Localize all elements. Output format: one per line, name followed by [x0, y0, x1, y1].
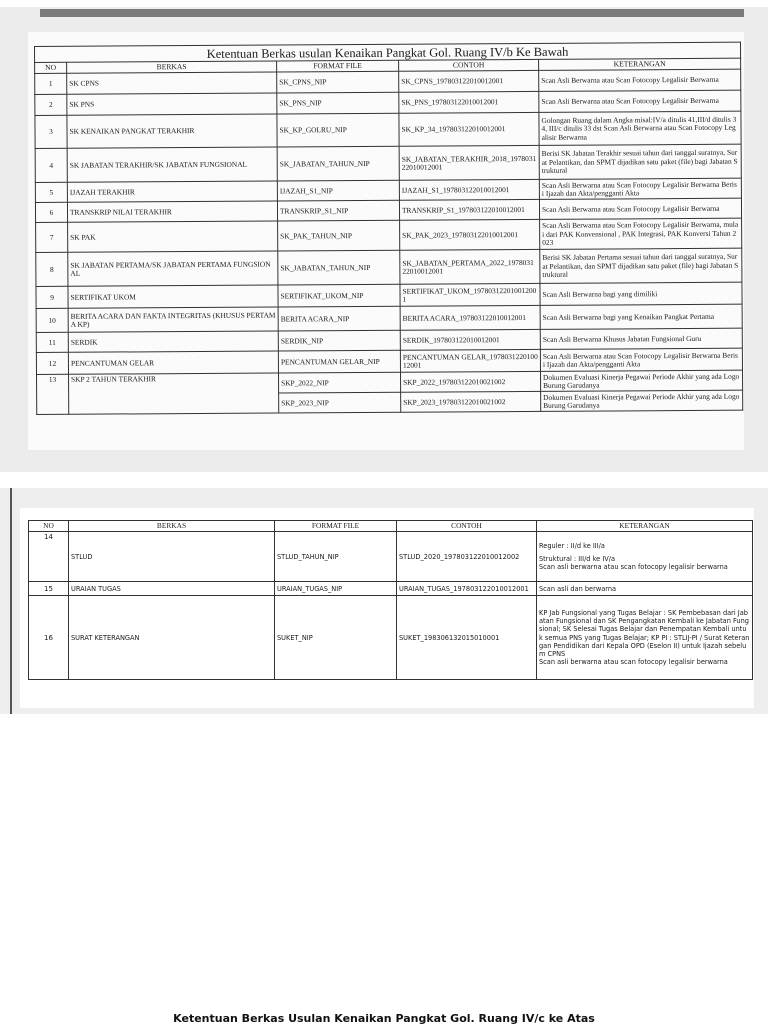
table-row — [29, 596, 753, 680]
row-format: STLUD_TAHUN_NIP — [275, 532, 397, 582]
row-no: 7 — [36, 223, 68, 253]
row-contoh: STLUD_2020_197803122010012002 — [397, 532, 537, 582]
row-no: 8 — [36, 253, 68, 287]
row-keterangan — [537, 532, 753, 582]
row-contoh: SERTIFIKAT_UKOM_197803122010012001 — [400, 284, 540, 307]
row-keterangan: Berisi SK Jabatan Pertama sesuai tahun dari tanggal suratnya, Surat Pelantikan, dan SPMT dijadikan satu paket (file) bagi Jabatan Struktural — [540, 249, 742, 284]
row-no: 6 — [35, 203, 67, 223]
table-row — [35, 112, 741, 149]
row-berkas: SK PAK — [68, 221, 278, 252]
row-no: 4 — [35, 149, 67, 183]
row-berkas: SK JABATAN PERTAMA/SK JABATAN PERTAMA FUNGSIONAL — [68, 251, 278, 286]
row-berkas: SERDIK — [68, 331, 278, 352]
row-format: SK_JABATAN_TAHUN_NIP — [277, 147, 399, 182]
row-keterangan: Scan Asli Berwarna atau Scan Fotocopy Legalisir Berwarna — [539, 91, 741, 113]
row-contoh: IJAZAH_S1_197803122010012001 — [399, 180, 539, 201]
row-contoh: SK_KP_34_197803122010012001 — [399, 113, 539, 147]
row-berkas: URAIAN TUGAS — [69, 582, 275, 596]
row-format-2: SKP_2023_NIP — [279, 393, 401, 414]
row-keterangan: Berisi SK Jabatan Terakhir sesuai tahun dari tanggal suratnya, Surat Pelantikan, dan SPMT dijadikan satu paket (file) bagi Jabatan Struktural — [539, 145, 741, 180]
row-keterangan: Scan Asli Berwarna atau Scan Fotocopy Legalisir Berwarna — [539, 70, 741, 92]
row-keterangan: Scan Asli Berwarna atau Scan Fotocopy Legalisir Berwarna, mulai dari PAK Konvensional , PAK Integrasi, PAK Konversi Tahun 2023 — [540, 219, 742, 250]
table-row — [29, 532, 753, 582]
keterangan-line: Reguler : II/d ke III/a — [539, 541, 605, 550]
row-no: 5 — [35, 183, 67, 203]
row-no: 15 — [29, 582, 69, 596]
requirements-table-iv-b — [34, 42, 743, 416]
table-row — [35, 145, 741, 183]
row-keterangan: Scan Asli Berwarna bagi yang Kenaikan Pangkat Pertama — [540, 305, 742, 330]
header-keterangan: KETERANGAN — [539, 58, 741, 71]
table-row — [29, 582, 753, 596]
header-berkas: BERKAS — [69, 521, 275, 532]
row-no: 13 — [37, 375, 69, 415]
table2-header-row — [29, 521, 753, 532]
row-berkas: SURAT KETERANGAN — [69, 596, 275, 680]
row-format: SUKET_NIP — [275, 596, 397, 680]
row-contoh: URAIAN_TUGAS_197803122010012001 — [397, 582, 537, 596]
keterangan-line: Struktural : III/d ke IV/a — [539, 555, 616, 564]
row-berkas: IJAZAH TERAKHIR — [67, 181, 277, 202]
row-keterangan: Dokumen Evaluasi Kinerja Pegawai Periode Akhir yang ada Logo Burung Garudanya — [540, 371, 742, 392]
row-no: 1 — [35, 74, 67, 95]
row-keterangan — [537, 582, 753, 596]
row-no: 10 — [36, 309, 68, 333]
header-contoh: CONTOH — [397, 521, 537, 532]
row-format: SK_JABATAN_TAHUN_NIP — [278, 251, 400, 286]
row-berkas: SK KENAIKAN PANGKAT TERAKHIR — [67, 114, 277, 148]
header-format: FORMAT FILE — [277, 60, 399, 72]
row-berkas: TRANSKRIP NILAI TERAKHIR — [67, 201, 277, 222]
row-contoh: PENCANTUMAN GELAR_197803122010012001 — [400, 350, 540, 373]
row-format: URAIAN_TUGAS_NIP — [275, 582, 397, 596]
header-format: FORMAT FILE — [275, 521, 397, 532]
row-no: 3 — [35, 116, 67, 149]
row-no: 16 — [29, 596, 69, 680]
row-format: SK_CPNS_NIP — [277, 72, 399, 94]
row-format: SKP_2022_NIP — [279, 373, 401, 394]
table1-title: Ketentuan Berkas usulan Kenaikan Pangkat Gol. Ruang IV/b Ke Bawah — [34, 42, 741, 62]
row-no: 12 — [36, 353, 68, 375]
row-format: SK_KP_GOLRU_NIP — [277, 114, 399, 148]
table-row — [36, 219, 742, 253]
row-contoh: SERDIK_197803122010012001 — [400, 330, 540, 351]
row-berkas: STLUD — [69, 532, 275, 582]
row-contoh: SKP_2022_197803122010021002 — [401, 372, 541, 393]
keterangan-line: Scan asli dan berwarna — [539, 584, 617, 593]
row-no: 14 — [29, 532, 69, 582]
row-format: BERITA ACARA_NIP — [278, 307, 400, 332]
row-contoh: SK_PAK_2023_197803122010012001 — [400, 220, 540, 251]
row-keterangan-2: Dokumen Evaluasi Kinerja Pegawai Periode Akhir yang ada Logo Burung Garudanya — [541, 391, 743, 412]
row-keterangan: Scan Asli Berwarna atau Scan Fotocopy Legalisir Berwarna — [539, 199, 741, 220]
row-keterangan: Golongan Ruang dalam Angka misal:IV/a ditulis 41,III/d ditulis 34, III/c ditulis 33 dst Scan Asli Berwarna atau Scan Fotocopy Legalisir Berwarna — [539, 112, 741, 146]
table-row — [36, 249, 742, 287]
row-berkas: SERTIFIKAT UKOM — [68, 285, 278, 308]
scan-left-edge — [10, 488, 12, 714]
row-contoh-2: SKP_2023_197803122010021002 — [401, 392, 541, 413]
row-no: 11 — [36, 333, 68, 353]
header-no: NO — [29, 521, 69, 532]
row-format: SK_PAK_TAHUN_NIP — [278, 221, 400, 252]
row-format: SERDIK_NIP — [278, 331, 400, 352]
next-section-title: Ketentuan Berkas Usulan Kenaikan Pangkat Gol. Ruang IV/c ke Atas — [173, 1012, 595, 1025]
header-berkas: BERKAS — [67, 61, 277, 74]
row-no: 2 — [35, 95, 67, 116]
row-contoh: SK_CPNS_197803122010012001 — [399, 71, 539, 93]
row-keterangan — [537, 596, 753, 680]
row-keterangan: Scan Asli Berwarna Khusus Jabatan Fungsional Guru — [540, 329, 742, 350]
row-format: TRANSKRIP_S1_NIP — [277, 201, 399, 222]
keterangan-line: Scan asli berwarna atau scan fotocopy legalisir berwarna — [539, 563, 728, 572]
row-format: SK_PNS_NIP — [277, 93, 399, 115]
row-format: SERTIFIKAT_UKOM_NIP — [278, 285, 400, 308]
row-contoh: TRANSKRIP_S1_197803122010012001 — [399, 200, 539, 221]
row-berkas: SK JABATAN TERAKHIR/SK JABATAN FUNGSIONAL — [67, 147, 277, 182]
requirements-table-continued — [28, 520, 753, 680]
row-no: 9 — [36, 287, 68, 309]
row-berkas: SK CPNS — [67, 72, 277, 94]
header-contoh: CONTOH — [399, 59, 539, 71]
row-contoh: SUKET_198306132015010001 — [397, 596, 537, 680]
row-keterangan: Scan Asli Berwarna atau Scan Fotocopy Legalisir Berwarna Berisi Ijazah dan Akta/pengganti Akta — [540, 349, 742, 372]
row-keterangan: Scan Asli Berwarna atau Scan Fotocopy Legalisir Berwarna Berisi Ijazah dan Akta/pengganti Akta — [539, 179, 741, 200]
row-berkas: BERITA ACARA DAN FAKTA INTEGRITAS (KHUSUS PERTAMA KP) — [68, 307, 278, 332]
header-keterangan: KETERANGAN — [537, 521, 753, 532]
row-contoh: BERITA ACARA_197803122010012001 — [400, 306, 540, 331]
row-berkas: SK PNS — [67, 93, 277, 115]
row-format: IJAZAH_S1_NIP — [277, 181, 399, 202]
row-keterangan: Scan Asli Berwarna bagi yang dimiliki — [540, 283, 742, 306]
row-berkas: SKP 2 TAHUN TERAKHIR — [69, 373, 279, 414]
keterangan-line: KP Jab Fungsional yang Tugas Belajar : SK Pembebasan dari Jabatan Fungsional dan SK Pengangkatan Kembali ke Jabatan Fungsional; SK Selesai Tugas Belajar dan Penempatan Kembali untuk semua PNS yang Tugas Belajar; KP PI : STLIJ-PI / Surat Keterangan Pendidikan dari Kepala OPD (Eselon II) untuk Ijazah sebelum CPNS — [539, 608, 750, 658]
row-contoh: SK_JABATAN_TERAKHIR_2018_197803122010012001 — [399, 146, 539, 181]
header-no: NO — [35, 62, 67, 74]
row-contoh: SK_PNS_197803122010012001 — [399, 92, 539, 114]
keterangan-line: Scan asli berwarna atau scan fotocopy legalisir berwarna — [539, 658, 728, 667]
scan-top-margin — [0, 0, 768, 7]
row-format: PENCANTUMAN GELAR_NIP — [278, 351, 400, 374]
scan-top-edge — [40, 9, 744, 17]
row-contoh: SK_JABATAN_PERTAMA_2022_197803122010012001 — [400, 250, 540, 285]
row-berkas: PENCANTUMAN GELAR — [68, 351, 278, 374]
